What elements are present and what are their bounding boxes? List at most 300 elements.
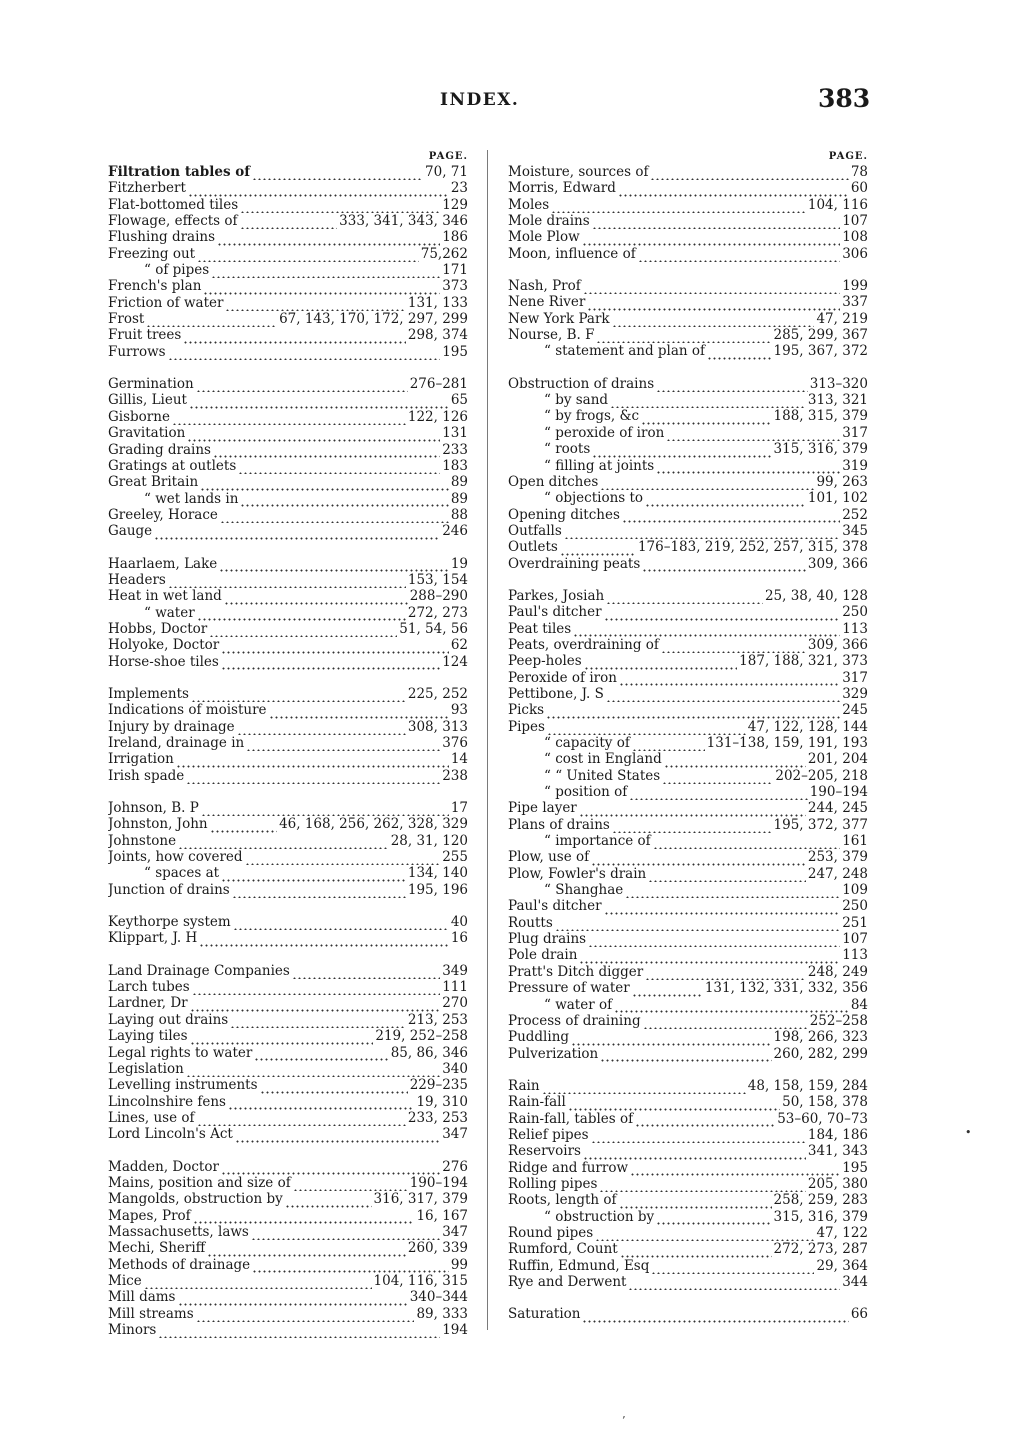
entry-term: Rain [508, 1077, 540, 1094]
dot-leader [246, 738, 440, 752]
entry-term: “ Shanghae [544, 882, 624, 899]
entry-term: Mole drains [508, 213, 590, 230]
entry-pages: 340 [442, 1060, 468, 1077]
dot-leader [233, 917, 449, 931]
index-entry [108, 1012, 468, 1028]
index-entry [108, 1273, 468, 1289]
index-entry [508, 653, 868, 669]
entry-pages: 337 [842, 294, 868, 311]
entry-term: “ objections to [544, 490, 644, 507]
index-entry [508, 1192, 868, 1208]
entry-term: Legislation [108, 1060, 184, 1077]
entry-pages: 161 [842, 833, 868, 850]
index-entry [508, 1176, 868, 1192]
entry-pages: 104, 116 [807, 196, 868, 213]
dot-leader [189, 395, 449, 409]
index-entry [508, 1274, 868, 1290]
dot-leader [560, 542, 636, 556]
entry-pages: 99 [450, 1256, 468, 1273]
index-entry [108, 278, 468, 294]
index-entry [508, 556, 868, 572]
index-entry [508, 1258, 868, 1274]
entry-pages: 194 [442, 1322, 468, 1338]
entry-term: Saturation [508, 1306, 581, 1323]
dot-leader [158, 1325, 440, 1339]
dot-leader [178, 1292, 408, 1306]
entry-term: Land Drainage Companies [108, 962, 290, 979]
entry-term: Peats, overdraining of [508, 636, 659, 653]
dot-leader [293, 1178, 408, 1192]
dot-leader [245, 852, 441, 866]
entry-term: Ridge and furrow [508, 1159, 629, 1176]
entry-pages: 246 [442, 523, 468, 540]
entry-term: Lines, use of [108, 1109, 195, 1126]
index-entry [508, 621, 868, 637]
page-header [0, 84, 1029, 118]
dot-leader [183, 330, 406, 344]
dot-leader [592, 444, 771, 458]
dot-leader [643, 1016, 808, 1030]
dot-leader [221, 1161, 440, 1175]
entry-pages: 276–281 [409, 376, 468, 393]
index-entry [508, 1046, 868, 1062]
entry-term: Relief pipes [508, 1126, 589, 1143]
dot-leader [269, 705, 449, 719]
group-spacer [508, 1290, 868, 1306]
dot-leader [213, 444, 440, 458]
entry-term: Mill dams [108, 1289, 176, 1306]
entry-term: Filtration tables of [108, 164, 251, 180]
entry-term: Gillis, Lieut [108, 392, 187, 409]
header-title: INDEX. [440, 90, 520, 110]
index-entry [508, 849, 868, 865]
index-entry [508, 833, 868, 849]
entry-term: Process of draining [508, 1012, 641, 1029]
entry-pages: 306 [842, 245, 868, 262]
entry-term: Outfalls [508, 522, 562, 539]
entry-term: Frost [108, 311, 145, 328]
index-entry [508, 1111, 868, 1127]
entry-term: Pettibone, J. S [508, 685, 604, 702]
dot-leader [642, 558, 806, 572]
entry-term: Mill streams [108, 1305, 194, 1322]
index-entry [108, 930, 468, 946]
entry-term: “ spaces at [144, 865, 220, 882]
index-entry [508, 882, 868, 898]
entry-pages: 78 [850, 164, 868, 180]
entry-pages: 238 [442, 767, 468, 784]
index-entry [508, 1029, 868, 1045]
entry-term: Paul's ditcher [508, 604, 602, 621]
index-entry [508, 474, 868, 490]
group-spacer [108, 670, 468, 686]
entry-term: Germination [108, 376, 194, 393]
index-entry [108, 995, 468, 1011]
entry-pages: 252 [842, 506, 868, 523]
index-entry [508, 441, 868, 457]
entry-term: “ wet lands in [144, 490, 239, 507]
group-spacer [108, 784, 468, 800]
dot-leader [600, 477, 814, 491]
stray-ink-mark: ’ [622, 1414, 626, 1427]
index-entry [508, 229, 868, 245]
group-spacer [508, 572, 868, 588]
dot-leader [632, 983, 703, 997]
entry-term: “ peroxide of iron [544, 424, 665, 441]
entry-term: Rain-fall, tables of [508, 1110, 634, 1127]
entry-term: “ filling at joints [544, 457, 655, 474]
entry-pages: 285, 299, 367 [773, 327, 868, 344]
entry-term: Rye and Derwent [508, 1274, 627, 1290]
entry-term: Friction of water [108, 294, 224, 311]
dot-leader [555, 918, 840, 932]
index-entry [108, 833, 468, 849]
entry-term: Plow, Fowler's drain [508, 865, 647, 882]
index-entry [508, 278, 868, 294]
dot-leader [591, 1130, 806, 1144]
entry-pages: 153, 154 [407, 571, 468, 588]
index-entry [108, 735, 468, 751]
entry-term: Reservoirs [508, 1143, 581, 1160]
dot-leader [645, 967, 806, 981]
group-spacer [508, 262, 868, 278]
index-column-left [108, 150, 468, 1338]
entry-term: Pratt's Ditch digger [508, 963, 644, 980]
index-entry [508, 915, 868, 931]
index-entry [508, 964, 868, 980]
dot-leader [193, 1210, 415, 1224]
index-entry [508, 539, 868, 555]
index-entry [508, 1078, 868, 1094]
dot-leader [622, 509, 840, 523]
entry-pages: 131, 132, 331, 332, 356 [704, 980, 868, 997]
dot-leader [547, 722, 746, 736]
index-entry [108, 246, 468, 262]
index-entry [108, 213, 468, 229]
index-entry [108, 556, 468, 572]
entry-term: Pressure of water [508, 980, 630, 997]
index-entry [108, 1240, 468, 1256]
dot-leader [612, 314, 815, 328]
entry-pages: 104, 116, 315 [373, 1272, 468, 1289]
index-entry [108, 1110, 468, 1126]
dot-leader [656, 1211, 771, 1225]
dot-leader [630, 1162, 840, 1176]
dot-leader [196, 379, 408, 393]
index-entry [508, 784, 868, 800]
dot-leader [612, 820, 772, 834]
entry-pages: 107 [842, 213, 868, 230]
entry-pages: 113 [842, 620, 868, 637]
dot-leader [168, 347, 441, 361]
entry-pages: 108 [842, 229, 868, 246]
dot-leader [600, 1048, 771, 1062]
entry-term: Round pipes [508, 1224, 594, 1241]
dot-leader [583, 281, 840, 295]
dot-leader [209, 624, 397, 638]
dot-leader [564, 526, 840, 540]
entry-term: Pipes [508, 718, 545, 735]
entry-pages: 60 [850, 180, 868, 197]
entry-pages: 313, 321 [807, 392, 868, 409]
entry-term: Overdraining peats [508, 555, 641, 572]
dot-leader [221, 640, 449, 654]
index-entry [108, 621, 468, 637]
index-entry [508, 800, 868, 816]
index-entry [508, 670, 868, 686]
entry-pages: 258, 259, 283 [773, 1192, 868, 1209]
entry-term: Outlets [508, 539, 558, 556]
dot-leader [610, 395, 806, 409]
dot-leader [196, 1309, 415, 1323]
entry-pages: 113 [842, 947, 868, 964]
entry-term: “ cost in England [544, 751, 662, 768]
entry-term: Fitzherbert [108, 180, 186, 197]
index-entry [508, 898, 868, 914]
entry-pages: 131, 133 [407, 294, 468, 311]
index-entry [508, 604, 868, 620]
entry-term: Legal rights to water [108, 1044, 253, 1061]
entry-pages: 14 [450, 751, 468, 768]
index-entry [508, 490, 868, 506]
entry-term: Mangolds, obstruction by [108, 1191, 283, 1208]
entry-pages: 195 [442, 343, 468, 360]
dot-leader [656, 460, 840, 474]
entry-pages: 272, 273 [407, 604, 468, 621]
entry-term: Moisture, sources of [508, 164, 649, 180]
index-entry [508, 768, 868, 784]
index-entry [108, 572, 468, 588]
dot-leader [219, 558, 449, 572]
dot-leader [252, 1259, 449, 1273]
entry-term: “ importance of [544, 833, 651, 850]
entry-pages: 276 [442, 1158, 468, 1175]
index-entry [108, 197, 468, 213]
entry-pages: 29, 364 [816, 1257, 868, 1274]
entry-term: Roots, length of [508, 1192, 617, 1209]
index-entry [108, 1077, 468, 1093]
entry-term: Great Britain [108, 474, 199, 491]
entry-term: “ obstruction by [544, 1208, 655, 1225]
dot-leader [546, 705, 840, 719]
entry-pages: 260, 339 [407, 1240, 468, 1257]
index-entry [108, 1322, 468, 1338]
index-entry [508, 1143, 868, 1159]
dot-leader [656, 379, 808, 393]
dot-leader [606, 591, 763, 605]
entry-term: Massachusetts, laws [108, 1223, 249, 1240]
entry-pages: 28, 31, 120 [390, 832, 468, 849]
entry-term: Moon, influence of [508, 245, 636, 262]
page-column-label: PAGE. [828, 151, 868, 162]
entry-pages: 341, 343 [807, 1143, 868, 1160]
entry-pages: 233 [442, 441, 468, 458]
index-entry [108, 376, 468, 392]
entry-term: Freezing out [108, 245, 196, 262]
page-column-label: PAGE. [428, 151, 468, 162]
dot-leader [144, 1276, 372, 1290]
dot-leader [217, 232, 440, 246]
entry-pages: 19 [450, 555, 468, 572]
entry-term: Levelling instruments [108, 1077, 258, 1094]
index-entry [108, 702, 468, 718]
entry-term: Peat tiles [508, 620, 572, 637]
index-entry [508, 458, 868, 474]
entry-term: Plug drains [508, 931, 587, 948]
entry-term: Parkes, Josiah [508, 587, 605, 604]
entry-pages: 101, 102 [807, 490, 868, 507]
index-entry [508, 866, 868, 882]
dot-leader [240, 200, 440, 214]
entry-pages: 308, 313 [407, 718, 468, 735]
entry-pages: 248, 249 [807, 963, 868, 980]
entry-term: Peep-holes [508, 653, 582, 670]
dot-leader [638, 249, 841, 263]
entry-pages: 309, 366 [807, 555, 868, 572]
index-entry [108, 229, 468, 245]
dot-leader [220, 510, 449, 524]
entry-pages: 195 [842, 1159, 868, 1176]
dot-leader [584, 656, 737, 670]
entry-pages: 48, 158, 159, 284 [747, 1077, 868, 1094]
entry-term: “ roots [544, 441, 591, 458]
entry-term: Irrigation [108, 751, 174, 768]
entry-term: Open ditches [508, 473, 599, 490]
dot-leader [568, 1097, 780, 1111]
dot-leader [292, 966, 440, 980]
dot-leader [571, 1032, 771, 1046]
entry-term: Flushing drains [108, 229, 216, 246]
dot-leader [172, 412, 406, 426]
entry-term: Holyoke, Doctor [108, 637, 220, 654]
entry-pages: 186 [442, 229, 468, 246]
dot-leader [614, 999, 849, 1013]
index-entry [508, 392, 868, 408]
index-entry [108, 719, 468, 735]
group-spacer [508, 1062, 868, 1078]
entry-pages: 88 [450, 506, 468, 523]
index-entry [108, 914, 468, 930]
index-entry [108, 295, 468, 311]
entry-pages: 53–60, 70–73 [777, 1110, 868, 1127]
index-entry [108, 311, 468, 327]
entry-term: Indications of moisture [108, 702, 267, 719]
dot-leader [230, 1015, 406, 1029]
dot-leader [579, 803, 806, 817]
index-entry [108, 882, 468, 898]
dot-leader [619, 1195, 772, 1209]
entry-term: Routts [508, 914, 553, 931]
index-entry [508, 1094, 868, 1110]
entry-term: Mains, position and size of [108, 1174, 291, 1191]
entry-term: Pipe layer [508, 800, 577, 817]
group-spacer [108, 1143, 468, 1159]
index-entry [508, 164, 868, 180]
entry-pages: 313–320 [809, 375, 868, 392]
entry-pages: 66 [850, 1306, 868, 1323]
entry-pages: 373 [442, 278, 468, 295]
entry-term: “ of pipes [144, 262, 210, 279]
index-entry [108, 491, 468, 507]
dot-leader [592, 216, 841, 230]
entry-pages: 176–183, 219, 252, 257, 315, 378 [637, 539, 868, 556]
dot-leader [154, 526, 440, 540]
entry-pages: 255 [442, 849, 468, 866]
entry-term: Gauge [108, 523, 153, 540]
entry-pages: 233, 253 [407, 1109, 468, 1126]
dot-leader [238, 461, 440, 475]
dot-leader [604, 901, 841, 915]
entry-term: Plans of drains [508, 816, 610, 833]
entry-term: Peroxide of iron [508, 669, 617, 686]
index-entry [508, 1306, 868, 1322]
entry-pages: 111 [442, 979, 468, 996]
dot-leader [666, 428, 840, 442]
index-entry [508, 702, 868, 718]
entry-pages: 17 [450, 800, 468, 817]
index-entry [108, 180, 468, 196]
entry-pages: 201, 204 [807, 751, 868, 768]
dot-leader [197, 249, 419, 263]
dot-leader [235, 1129, 440, 1143]
entry-term: Junction of drains [108, 881, 230, 898]
entry-term: Plow, use of [508, 849, 590, 866]
entry-pages: 347 [442, 1126, 468, 1143]
entry-pages: 190–194 [809, 784, 868, 801]
index-entry [108, 979, 468, 995]
index-entry [508, 507, 868, 523]
entry-pages: 319 [842, 457, 868, 474]
entry-pages: 199 [842, 278, 868, 295]
index-entry [108, 1208, 468, 1224]
entry-pages: 205, 380 [807, 1175, 868, 1192]
dot-leader [582, 1309, 848, 1323]
index-entry [508, 980, 868, 996]
entry-pages: 16 [450, 930, 468, 947]
entry-term: Picks [508, 702, 545, 719]
dot-leader [629, 787, 808, 801]
entry-pages: 184, 186 [807, 1126, 868, 1143]
entry-pages: 247, 248 [807, 865, 868, 882]
entry-pages: 195, 372, 377 [773, 816, 868, 833]
index-entry [108, 523, 468, 539]
entry-pages: 47, 122 [816, 1224, 868, 1241]
dot-leader [653, 836, 841, 850]
index-entry [108, 865, 468, 881]
dot-leader [210, 819, 277, 833]
dot-leader [228, 1096, 415, 1110]
entry-term: Moles [508, 196, 550, 213]
dot-leader [662, 771, 773, 785]
index-entry [508, 343, 868, 359]
dot-leader [651, 1261, 814, 1275]
dot-leader [583, 1146, 806, 1160]
entry-term: Ireland, drainage in [108, 735, 245, 751]
entry-pages: 89, 333 [416, 1305, 468, 1322]
entry-pages: 70, 71 [425, 164, 468, 180]
index-entry [108, 1289, 468, 1305]
entry-pages: 317 [842, 424, 868, 441]
entry-term: “ water [144, 604, 195, 621]
group-spacer [108, 540, 468, 556]
entry-pages: 309, 366 [807, 636, 868, 653]
entry-term: Irish spade [108, 767, 185, 784]
dot-leader [582, 232, 841, 246]
index-entry [508, 637, 868, 653]
entry-term: Minors [108, 1322, 157, 1338]
dot-leader [192, 982, 441, 996]
index-entry [108, 1094, 468, 1110]
